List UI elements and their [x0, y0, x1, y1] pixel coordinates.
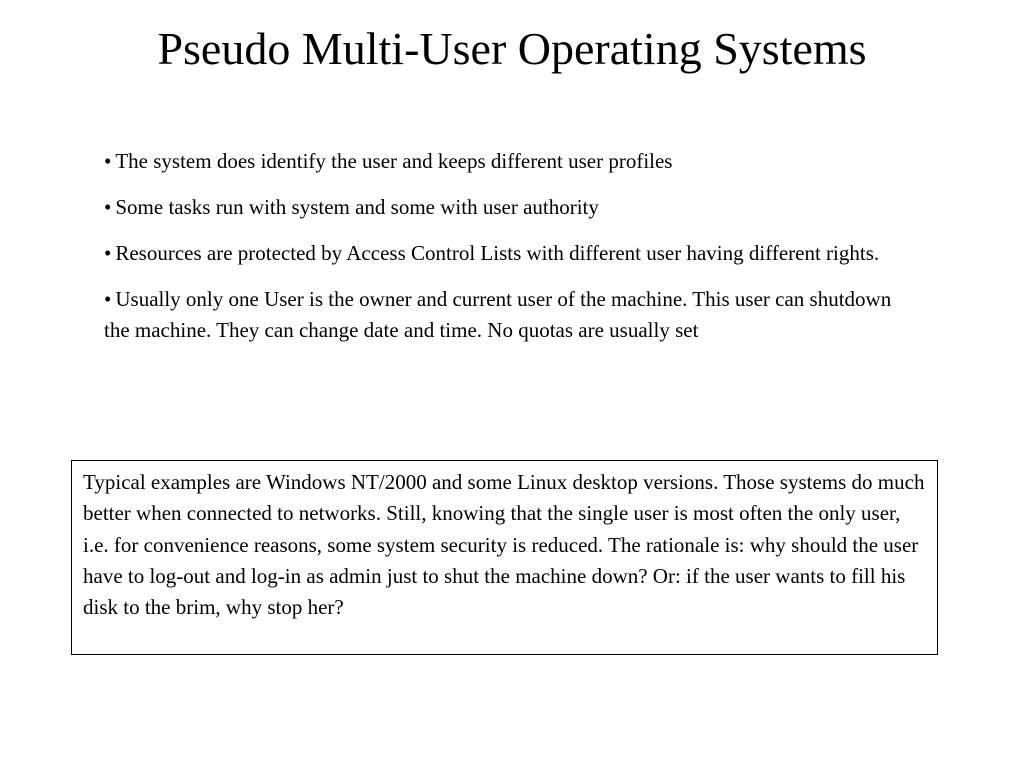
bullet-text: The system does identify the user and keeps different user profiles — [115, 149, 673, 173]
bullet-text: Usually only one User is the owner and current user of the machine. This user can shutdown the machine. They can change date and time. No quotas are usually set — [104, 287, 892, 342]
examples-callout-box — [71, 460, 938, 655]
bullet-list — [104, 146, 894, 361]
bullet-text: Some tasks run with system and some with user authority — [115, 195, 599, 219]
bullet-marker: • — [104, 195, 112, 219]
bullet-item — [104, 146, 894, 177]
bullet-marker: • — [104, 241, 112, 265]
bullet-item — [104, 192, 894, 223]
bullet-text: Resources are protected by Access Control Lists with different user having different rights. — [115, 241, 880, 265]
callout-text: Typical examples are Windows NT/2000 and some Linux desktop versions. Those systems do much better when connected to networks. Still, knowing that the single user is most often the only user, i.e. for convenience reasons, some system security is reduced. The rationale is: why should the user have to log-out and log-in as admin just to shut the machine down? Or: if the user wants to fill his disk to the brim, why stop her? — [83, 470, 925, 620]
bullet-item — [104, 238, 894, 269]
bullet-item — [104, 284, 894, 346]
bullet-marker: • — [104, 149, 112, 173]
slide-title: Pseudo Multi-User Operating Systems — [157, 23, 867, 74]
bullet-marker: • — [104, 287, 112, 311]
